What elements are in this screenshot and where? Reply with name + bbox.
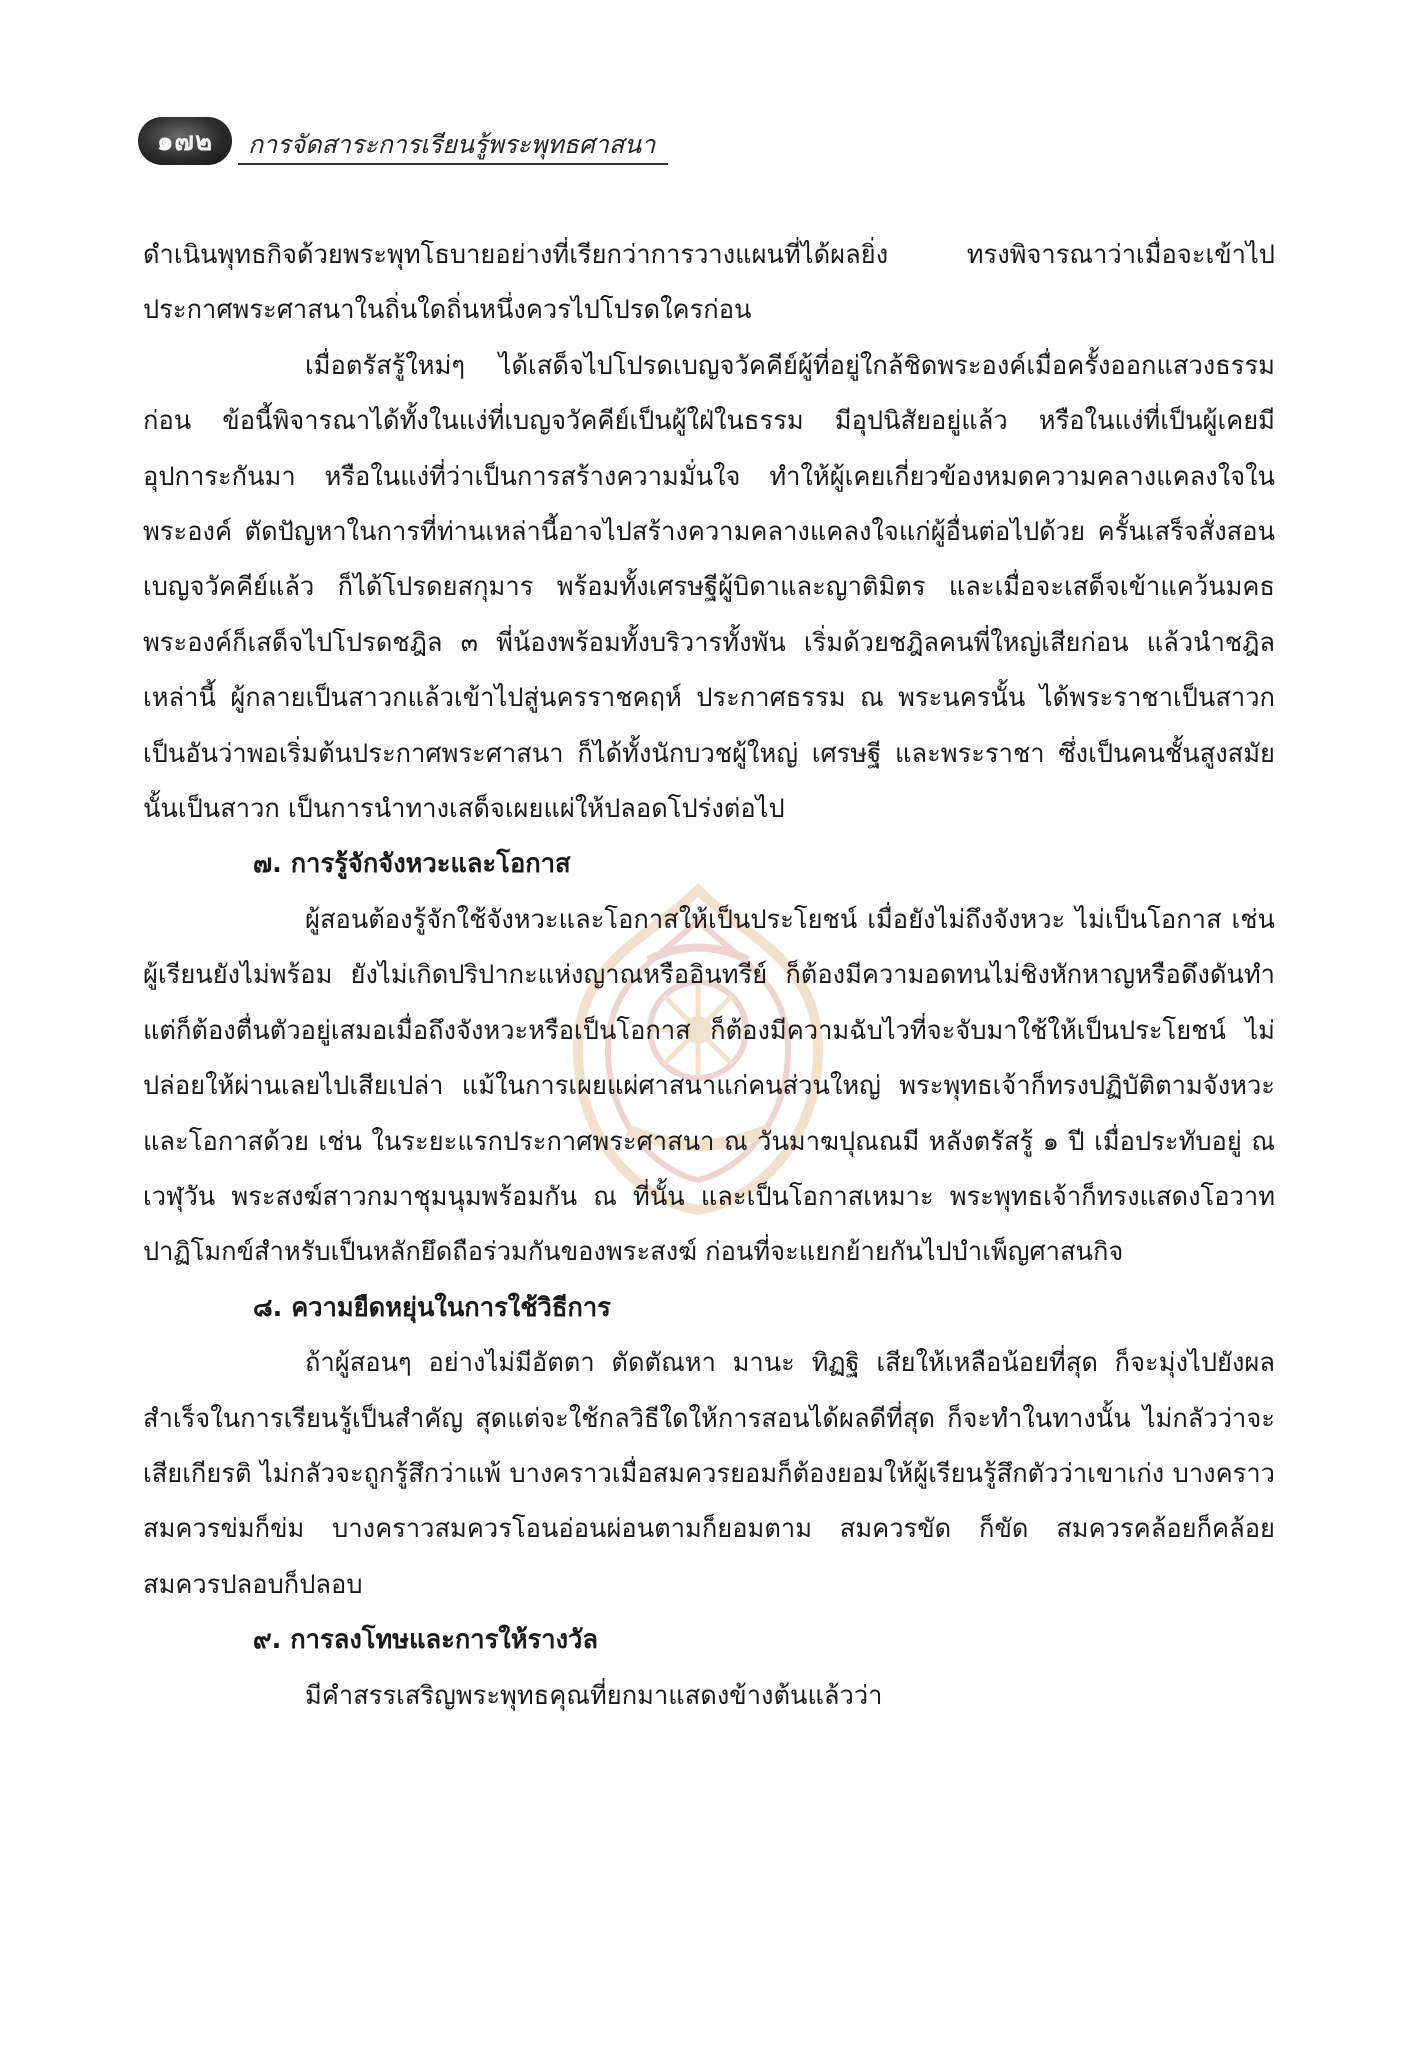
paragraph-intro: ดำเนินพุทธกิจด้วยพระพุทโธบายอย่างที่เรียกว่าการวางแผนที่ได้ผลยิ่ง ทรงพิจารณาว่าเมื่อจะเข้าไปประกาศพระศาสนาในถิ่นใดถิ่นหนึ่งควรไปโปรดใครก่อน [143, 240, 1275, 326]
page-number-badge: ๑๗๒ [138, 117, 232, 165]
header-underline [238, 163, 668, 165]
running-title: การจัดสาระการเรียนรู้พระพุทธศาสนา [248, 130, 656, 159]
section-heading-7: ๗. การรู้จักจังหวะและโอกาส [253, 849, 571, 880]
section-heading-8: ๘. ความยืดหยุ่นในการใช้วิธีการ [253, 1292, 611, 1323]
paragraph-7: ผู้สอนต้องรู้จักใช้จังหวะและโอกาสให้เป็นประโยชน์ เมื่อยังไม่ถึงจังหวะ ไม่เป็นโอกาส เช่น ผู้เรียนยังไม่พร้อม ยังไม่เกิดปริปากะแห่งญาณหรืออินทรีย์ ก็ต้องมีความอดทนไม่ชิงหักหาญหรือดึงดันทำ แต่ก็ต้องตื่นตัวอยู่เสมอเมื่อถึงจังหวะหรือเป็นโอกาส ก็ต้องมีความฉับไวที่จะจับมาใช้ให้เป็นประโยชน์ ไม่ปล่อยให้ผ่านเลยไปเสียเปล่า แม้ในการเผยแผ่ศาสนาแก่คนส่วนใหญ่ พระพุทธเจ้าก็ทรงปฏิบัติตามจังหวะและโอกาสด้วย เช่น ในระยะแรกประกาศพระศาสนา ณ วันมาฆปุณณมี หลังตรัสรู้ ๑ ปี เมื่อประทับอยู่ ณ เวฬุวัน พระสงฆ์สาวกมาชุมนุมพร้อมกัน ณ ที่นั้น และเป็นโอกาสเหมาะ พระพุทธเจ้าก็ทรงแสดงโอวาทปาฏิโมกข์สำหรับเป็นหลักยึดถือร่วมกันของพระสงฆ์ ก่อนที่จะแยกย้ายกันไปบำเพ็ญศาสนกิจ [143, 904, 1275, 1268]
paragraph-9: มีคำสรรเสริญพระพุทธคุณที่ยกมาแสดงข้างต้นแล้วว่า [305, 1680, 883, 1711]
page-header [138, 113, 668, 173]
section-heading-9: ๙. การลงโทษและการให้รางวัล [253, 1625, 598, 1656]
paragraph-8: ถ้าผู้สอนๆ อย่างไม่มีอัตตา ตัดตัณหา มานะ ทิฏฐิ เสียให้เหลือน้อยที่สุด ก็จะมุ่งไปยังผลสำเร็จในการเรียนรู้เป็นสำคัญ สุดแต่จะใช้กลวิธีใดให้การสอนได้ผลดีที่สุด ก็จะทำในทางนั้น ไม่กลัวว่าจะเสียเกียรติ ไม่กลัวจะถูกรู้สึกว่าแพ้ บางคราวเมื่อสมควรยอมก็ต้องยอมให้ผู้เรียนรู้สึกตัวว่าเขาเก่ง บางคราวสมควรข่มก็ข่ม บางคราวสมควรโอนอ่อนผ่อนตามก็ยอมตาม สมควรขัด ก็ขัด สมควรคล้อยก็คล้อย สมควรปลอบก็ปลอบ [143, 1348, 1275, 1600]
body-text [143, 228, 1275, 1724]
paragraph-1: เมื่อตรัสรู้ใหม่ๆ ได้เสด็จไปโปรดเบญจวัคคีย์ผู้ที่อยู่ใกล้ชิดพระองค์เมื่อครั้งออกแสวงธรรมก่อน ข้อนี้พิจารณาได้ทั้งในแง่ที่เบญจวัคคีย์เป็นผู้ใฝ่ในธรรม มีอุปนิสัยอยู่แล้ว หรือในแง่ที่เป็นผู้เคยมีอุปการะกันมา หรือในแง่ที่ว่าเป็นการสร้างความมั่นใจ ทำให้ผู้เคยเกี่ยวข้องหมดความคลางแคลงใจในพระองค์ ตัดปัญหาในการที่ท่านเหล่านี้อาจไปสร้างความคลางแคลงใจแก่ผู้อื่นต่อไปด้วย ครั้นเสร็จสั่งสอนเบญจวัคคีย์แล้ว ก็ได้โปรดยสกุมาร พร้อมทั้งเศรษฐีผู้บิดาและญาติมิตร และเมื่อจะเสด็จเข้าแคว้นมคธ พระองค์ก็เสด็จไปโปรดชฎิล ๓ พี่น้องพร้อมทั้งบริวารทั้งพัน เริ่มด้วยชฎิลคนพี่ใหญ่เสียก่อน แล้วนำชฎิลเหล่านี้ ผู้กลายเป็นสาวกแล้วเข้าไปสู่นครราชคฤห์ ประกาศธรรม ณ พระนครนั้น ได้พระราชาเป็นสาวก เป็นอันว่าพอเริ่มต้นประกาศพระศาสนา ก็ได้ทั้งนักบวชผู้ใหญ่ เศรษฐี และพระราชา ซึ่งเป็นคนชั้นสูงสมัยนั้นเป็นสาวก เป็นการนำทางเสด็จเผยแผ่ให้ปลอดโปร่งต่อไป [143, 350, 1275, 825]
